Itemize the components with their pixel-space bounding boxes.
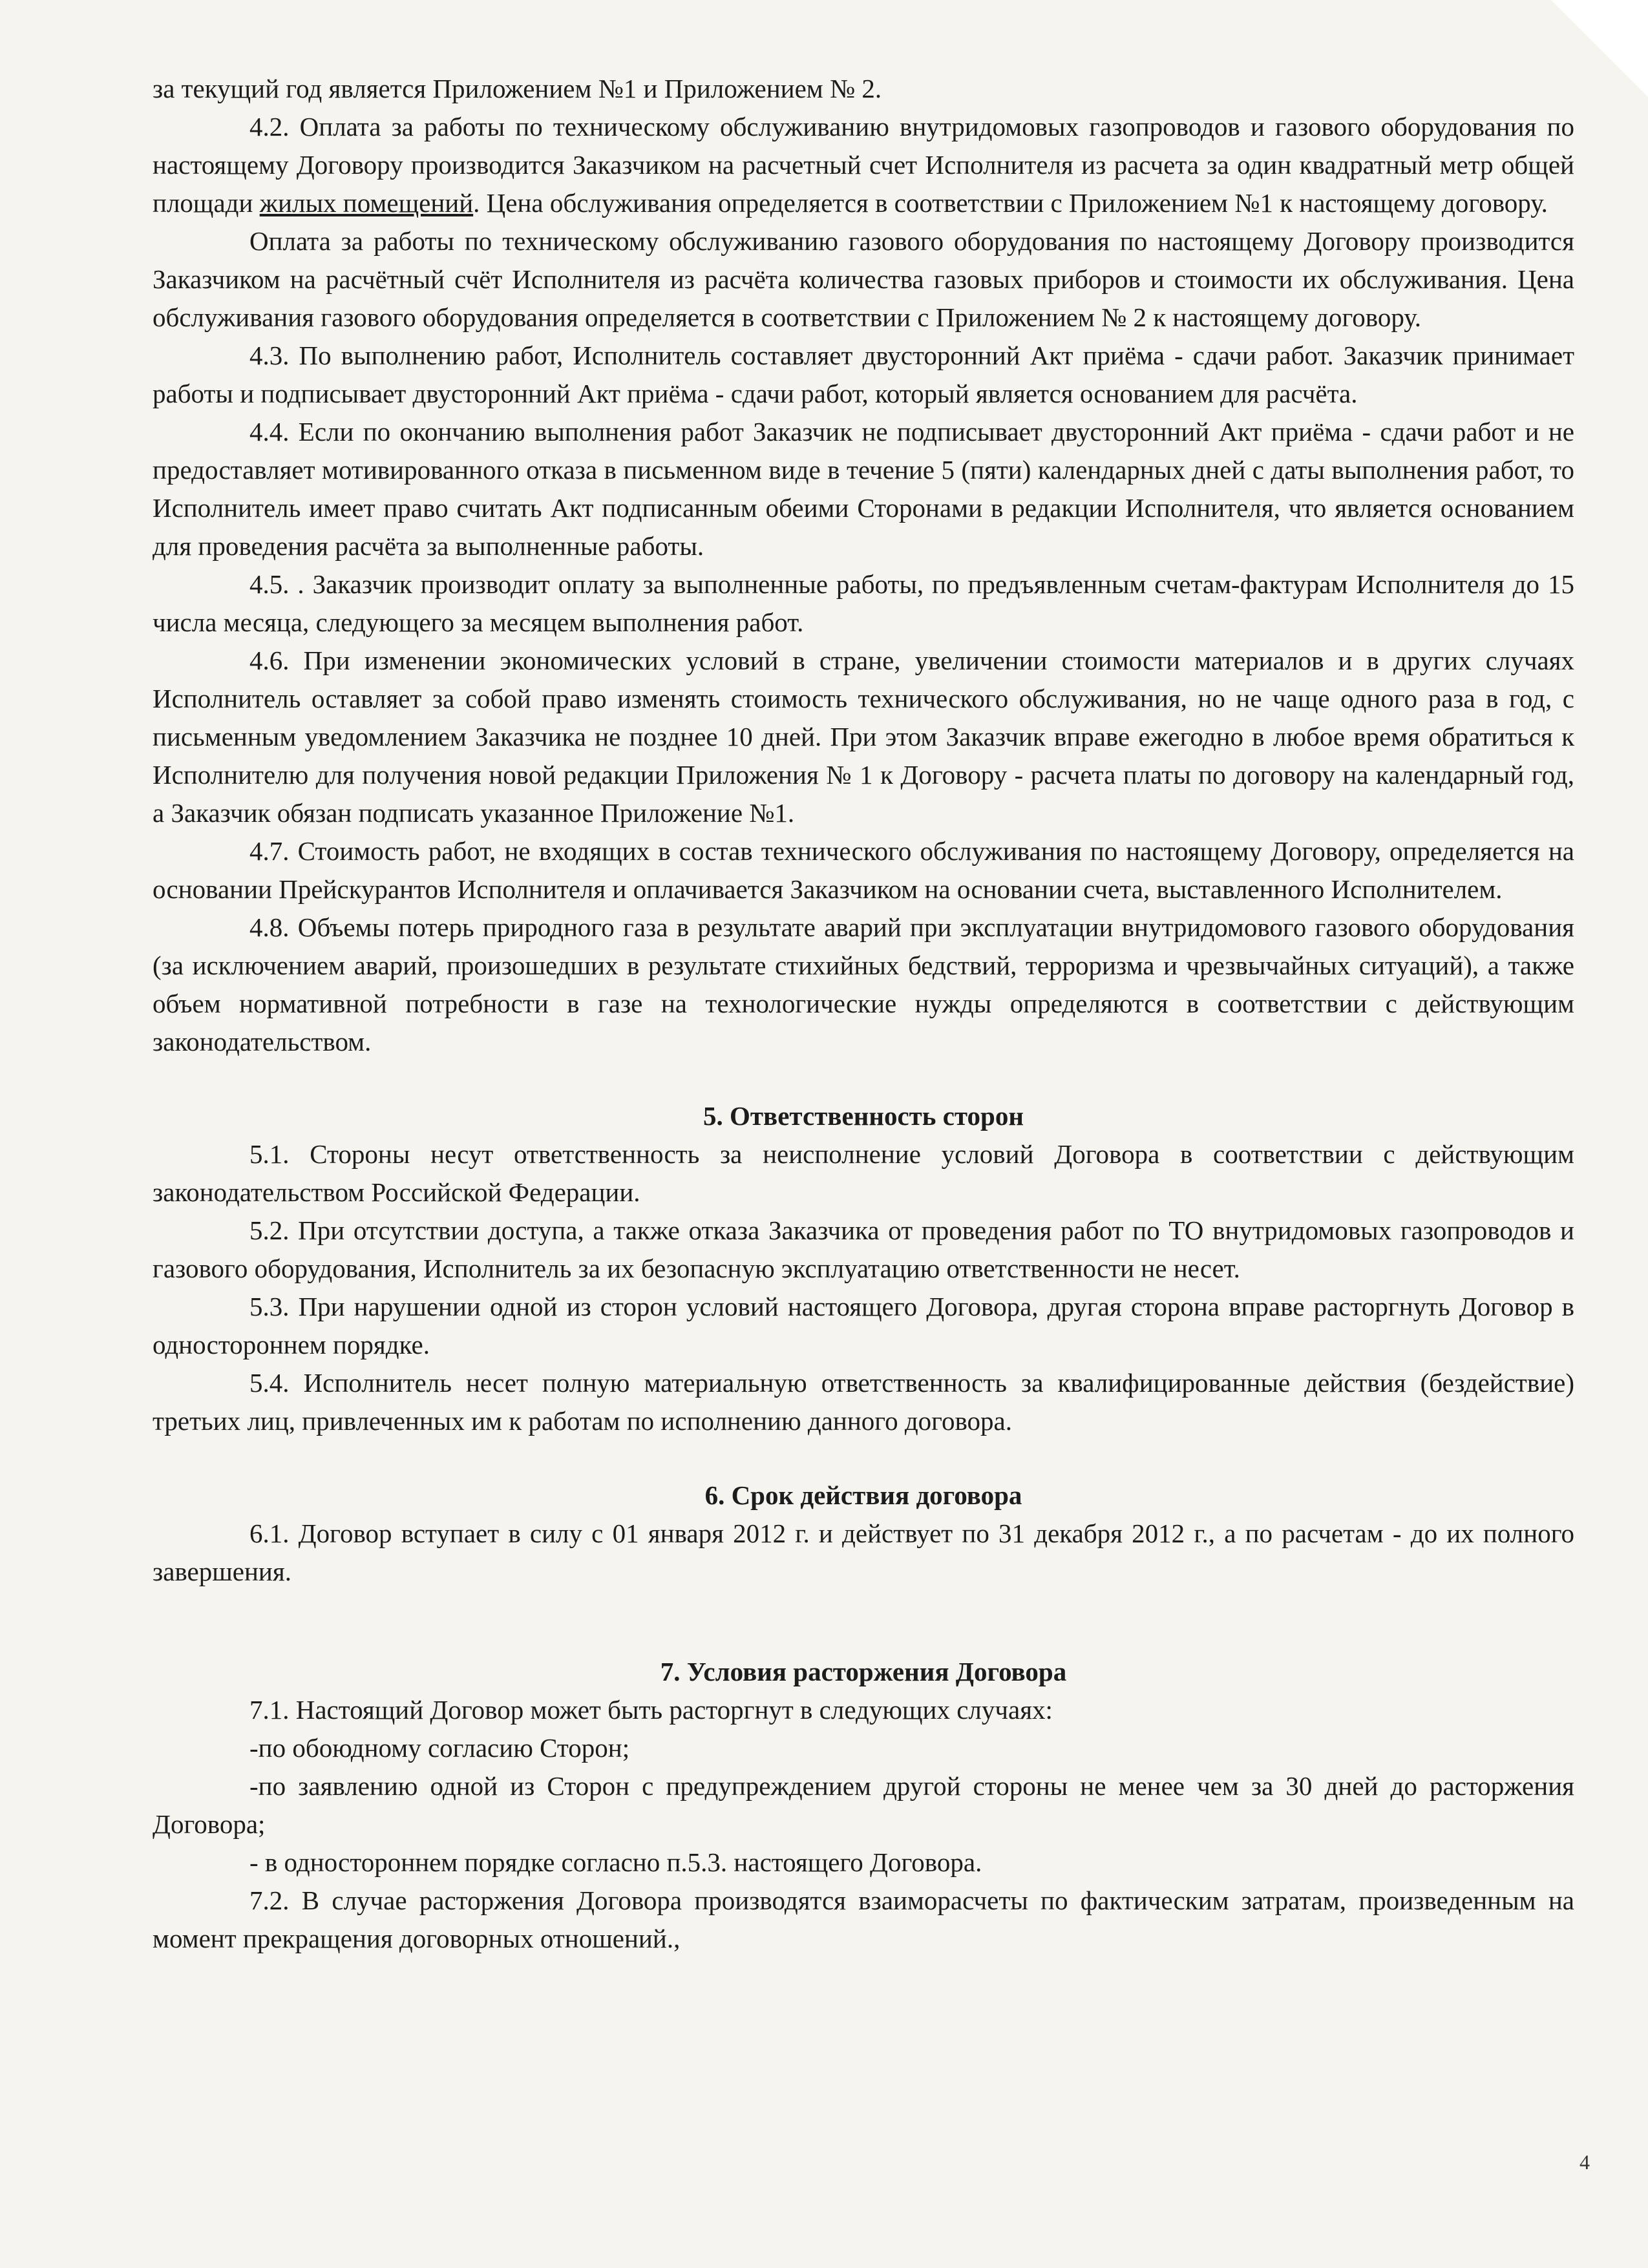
section-7-heading: 7. Условия расторжения Договора [660, 1657, 1067, 1686]
paragraph-7-2: 7.2. В случае расторжения Договора производятся взаиморасчеты по фактическим затратам, произведенным на момент прекращения договорных отношений., [153, 1885, 1574, 1953]
page-number: 4 [1579, 2150, 1590, 2174]
section-6-heading: 6. Срок действия договора [704, 1480, 1022, 1510]
list-item-unilateral: - в одностороннем порядке согласно п.5.3. настоящего Договора. [249, 1847, 982, 1877]
paragraph-continuation: за текущий год является Приложением №1 и Приложением № 2. [153, 74, 882, 103]
paragraph-5-4: 5.4. Исполнитель несет полную материальную ответственность за квалифицированные действия (бездействие) третьих лиц, привлеченных им к работам по исполнению данного договора. [153, 1368, 1574, 1436]
paragraph-gas-equipment-payment: Оплата за работы по техническому обслуживанию газового оборудования по настоящему Договору производится Заказчиком на расчётный счёт Исполнителя из расчёта количества газовых приборов и стоимости их обслуживания. Цена обслуживания газового оборудования определяется в соответствии с Приложением № 2 к настоящему договору. [153, 226, 1574, 332]
paragraph-4-3: 4.3. По выполнению работ, Исполнитель составляет двусторонний Акт приёма - сдачи работ. Заказчик принимает работы и подписывает двусторонний Акт приёма - сдачи работ, который является основанием для расчёта. [153, 341, 1574, 408]
list-item-notice: -по заявлению одной из Сторон с предупреждением другой стороны не менее чем за 30 дней до расторжения Договора; [153, 1771, 1574, 1839]
document-body [153, 70, 1574, 1958]
paragraph-4-2-part2: . Цена обслуживания определяется в соответствии с Приложением №1 к настоящему договору. [473, 188, 1548, 218]
paragraph-5-1: 5.1. Стороны несут ответственность за неисполнение условий Договора в соответствии с действующим законодательством Российской Федерации. [153, 1139, 1574, 1207]
paragraph-4-6: 4.6. При изменении экономических условий в стране, увеличении стоимости материалов и в других случаях Исполнитель оставляет за собой право изменять стоимость технического обслуживания, но не чаще одного раза в год, с письменным уведомлением Заказчика не позднее 10 дней. При этом Заказчик вправе ежегодно в любое время обратиться к Исполнителю для получения новой редакции Приложения № 1 к Договору - расчета платы по договору на календарный год, а Заказчик обязан подписать указанное Приложение №1. [153, 646, 1574, 828]
paragraph-4-5: 4.5. . Заказчик производит оплату за выполненные работы, по предъявленным счетам-фактурам Исполнителя до 15 числа месяца, следующего за месяцем выполнения работ. [153, 569, 1574, 637]
paragraph-4-7: 4.7. Стоимость работ, не входящих в состав технического обслуживания по настоящему Договору, определяется на основании Прейскурантов Исполнителя и оплачивается Заказчиком на основании счета, выставленного Исполнителем. [153, 836, 1574, 904]
paragraph-4-8: 4.8. Объемы потерь природного газа в результате аварий при эксплуатации внутридомового газового оборудования (за исключением аварий, произошедших в результате стихийных бедствий, терроризма и чрезвычайных ситуаций), а также объем нормативной потребности в газе на технологические нужды определяются в соответствии с действующим законодательством. [153, 912, 1574, 1056]
paragraph-4-4: 4.4. Если по окончанию выполнения работ Заказчик не подписывает двусторонний Акт приёма - сдачи работ и не предоставляет мотивированного отказа в письменном виде в течение 5 (пяти) календарных дней с даты выполнения работ, то Исполнитель имеет право считать Акт подписанным обеими Сторонами в редакции Исполнителя, что является основанием для проведения расчёта за выполненные работы. [153, 417, 1574, 561]
list-item-mutual-consent: -по обоюдному согласию Сторон; [249, 1733, 630, 1763]
paragraph-4-2-underlined: жилых помещений [259, 188, 474, 218]
section-5-heading: 5. Ответственность сторон [703, 1101, 1024, 1131]
paragraph-4-2 [153, 108, 1574, 222]
paragraph-7-1: 7.1. Настоящий Договор может быть расторгнут в следующих случаях: [249, 1695, 1053, 1725]
paragraph-5-3: 5.3. При нарушении одной из сторон условий настоящего Договора, другая сторона вправе расторгнуть Договор в одностороннем порядке. [153, 1292, 1574, 1360]
paragraph-5-2: 5.2. При отсутствии доступа, а также отказа Заказчика от проведения работ по ТО внутридомовых газопроводов и газового оборудования, Исполнитель за их безопасную эксплуатацию ответственности не несет. [153, 1215, 1574, 1283]
paragraph-6-1: 6.1. Договор вступает в силу с 01 января 2012 г. и действует по 31 декабря 2012 г., а по расчетам - до их полного завершения. [153, 1518, 1574, 1586]
paragraph-4-2-part1: 4.2. Оплата за работы по техническому обслуживанию внутридомовых газопроводов и газового оборудования по настоящему Договору производится Заказчиком на расчетный счет Исполнителя из расчета за один квадратный метр общей площади [153, 112, 1574, 218]
